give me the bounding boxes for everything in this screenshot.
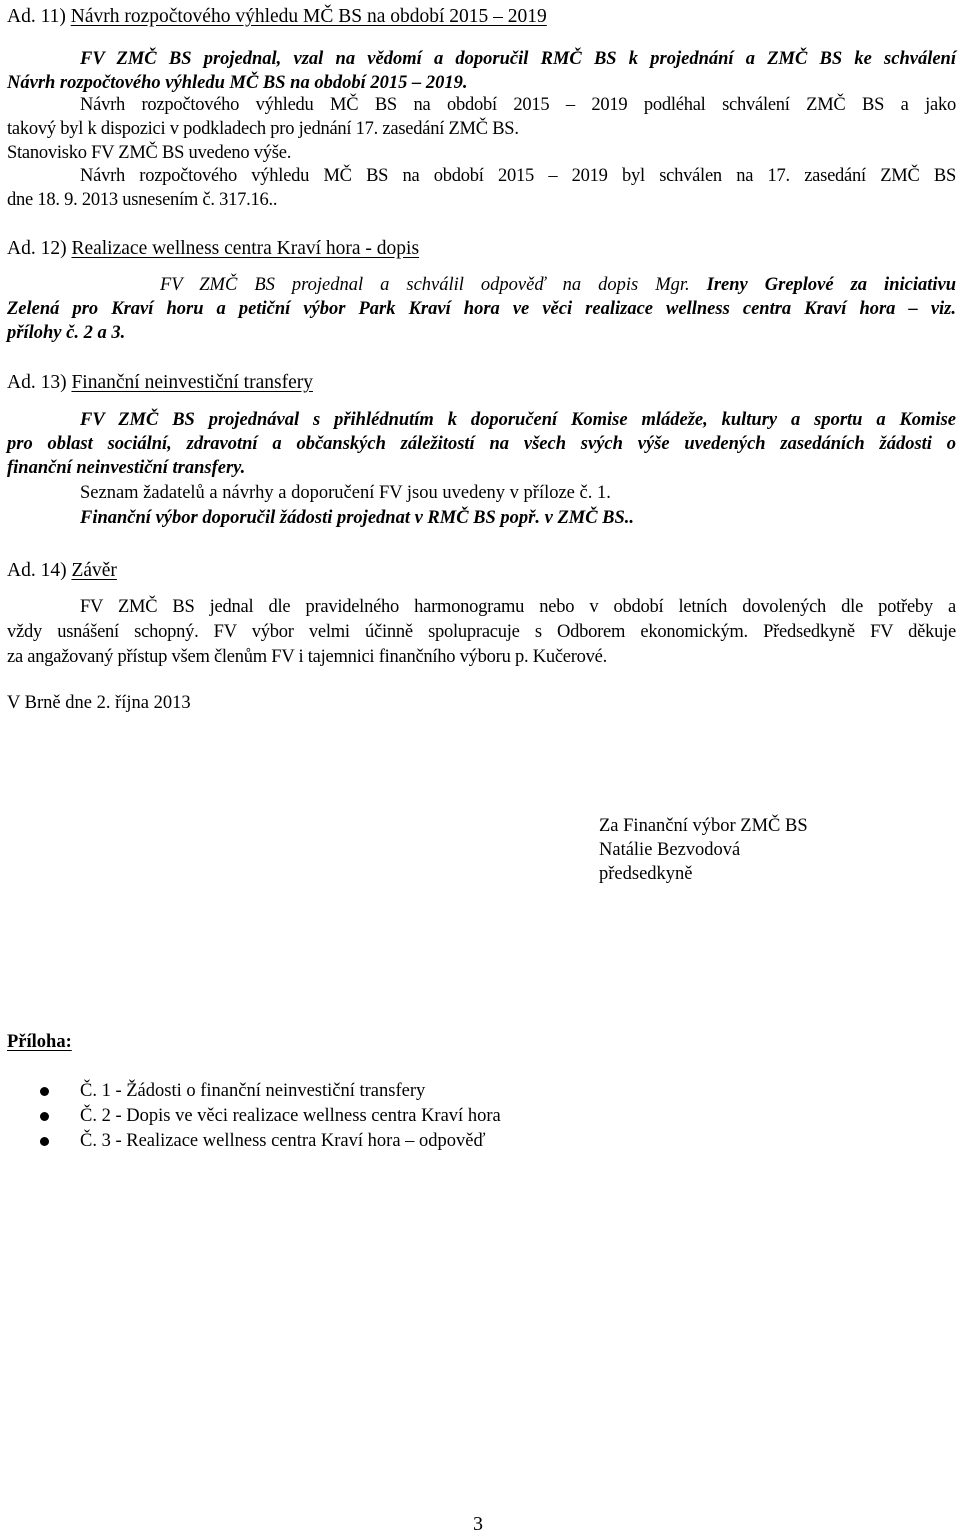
section-12-approval-text: FV ZMČ BS projednal a schválil odpověď na dopis Mgr. — [160, 275, 690, 295]
attachments-heading: Příloha: — [7, 1032, 72, 1052]
section-11-paragraph-1-line-2: Návrh rozpočtového výhledu MČ BS na období 2015 – 2019. — [7, 73, 468, 93]
section-13-paragraph-1-line-1: FV ZMČ BS projednával s přihlédnutím k doporučení Komise mládeže, kultury a sportu a Komise — [80, 410, 956, 430]
signature-role: předsedkyně — [599, 864, 693, 884]
section-11-paragraph-1-line-1: FV ZMČ BS projednal, vzal na vědomí a doporučil RMČ BS k projednání a ZMČ BS ke schválení — [80, 49, 956, 69]
section-11-heading — [7, 5, 547, 30]
section-12-title: Realizace wellness centra Kraví hora - dopis — [71, 238, 420, 259]
attachment-item-2: Č. 2 - Dopis ve věci realizace wellness centra Kraví hora — [80, 1106, 501, 1126]
section-14-paragraph-1-line-1: FV ZMČ BS jednal dle pravidelného harmonogramu nebo v období letních dovolených dle potřeby a — [80, 597, 956, 617]
section-13-paragraph-3: Finanční výbor doporučil žádosti projednat v RMČ BS popř. v ZMČ BS.. — [80, 508, 635, 528]
section-11-paragraph-2-line-1: Návrh rozpočtového výhledu MČ BS na období 2015 – 2019 podléhal schválení ZMČ BS a jako — [80, 95, 956, 115]
signature-committee: Za Finanční výbor ZMČ BS — [599, 816, 808, 836]
section-11-number: Ad. 11) — [7, 6, 71, 27]
section-12-paragraph-1-line-2: Zelená pro Kraví horu a petiční výbor Park Kraví hora ve věci realizace wellness centra Kraví hora – viz. — [7, 299, 956, 319]
section-11-paragraph-4-line-2: dne 18. 9. 2013 usnesením č. 317.16.. — [7, 190, 278, 210]
section-14-paragraph-1-line-2: vždy usnášení schopný. FV výbor velmi účinně spolupracuje s Odborem ekonomickým. Předsedkyně FV děkuje — [7, 622, 956, 642]
bullet-icon — [40, 1137, 49, 1146]
bullet-icon — [40, 1112, 49, 1121]
section-13-heading — [7, 371, 313, 396]
section-13-paragraph-1-line-2: pro oblast sociální, zdravotní a občanských záležitostí na všech svých výše uvedených zasedáních žádosti o — [7, 434, 956, 454]
section-11-title: Návrh rozpočtového výhledu MČ BS na období 2015 – 2019 — [70, 6, 547, 27]
section-12-paragraph-1-line-3: přílohy č. 2 a 3. — [7, 323, 126, 343]
section-13-paragraph-1-line-3: finanční neinvestiční transfery. — [7, 458, 246, 478]
page-number: 3 — [473, 1513, 483, 1535]
section-13-title: Finanční neinvestiční transfery — [71, 372, 313, 393]
section-14-number: Ad. 14) — [7, 560, 72, 581]
section-13-paragraph-2: Seznam žadatelů a návrhy a doporučení FV jsou uvedeny v příloze č. 1. — [80, 483, 611, 503]
section-13-number: Ad. 13) — [7, 372, 72, 393]
section-14-paragraph-1-line-3: za angažovaný přístup všem členům FV i tajemnici finančního výboru p. Kučerové. — [7, 647, 607, 667]
section-11-paragraph-3: Stanovisko FV ZMČ BS uvedeno výše. — [7, 143, 292, 163]
section-12-initiative-text: Ireny Greplové za iniciativu — [689, 275, 956, 295]
section-12-heading — [7, 237, 419, 262]
section-12-number: Ad. 12) — [7, 238, 72, 259]
attachment-item-3: Č. 3 - Realizace wellness centra Kraví hora – odpověď — [80, 1131, 486, 1151]
section-11-paragraph-4-line-1: Návrh rozpočtového výhledu MČ BS na období 2015 – 2019 byl schválen na 17. zasedání ZMČ BS — [80, 166, 956, 186]
section-11-paragraph-2-line-2: takový byl k dispozici v podkladech pro jednání 17. zasedání ZMČ BS. — [7, 119, 519, 139]
bullet-icon — [40, 1087, 49, 1096]
section-14-title: Závěr — [71, 560, 117, 581]
attachment-item-1: Č. 1 - Žádosti o finanční neinvestiční transfery — [80, 1081, 426, 1101]
section-12-paragraph-1-line-1 — [160, 273, 956, 298]
signature-name: Natálie Bezvodová — [599, 840, 741, 860]
place-and-date: V Brně dne 2. října 2013 — [7, 693, 191, 713]
section-14-heading — [7, 559, 117, 584]
